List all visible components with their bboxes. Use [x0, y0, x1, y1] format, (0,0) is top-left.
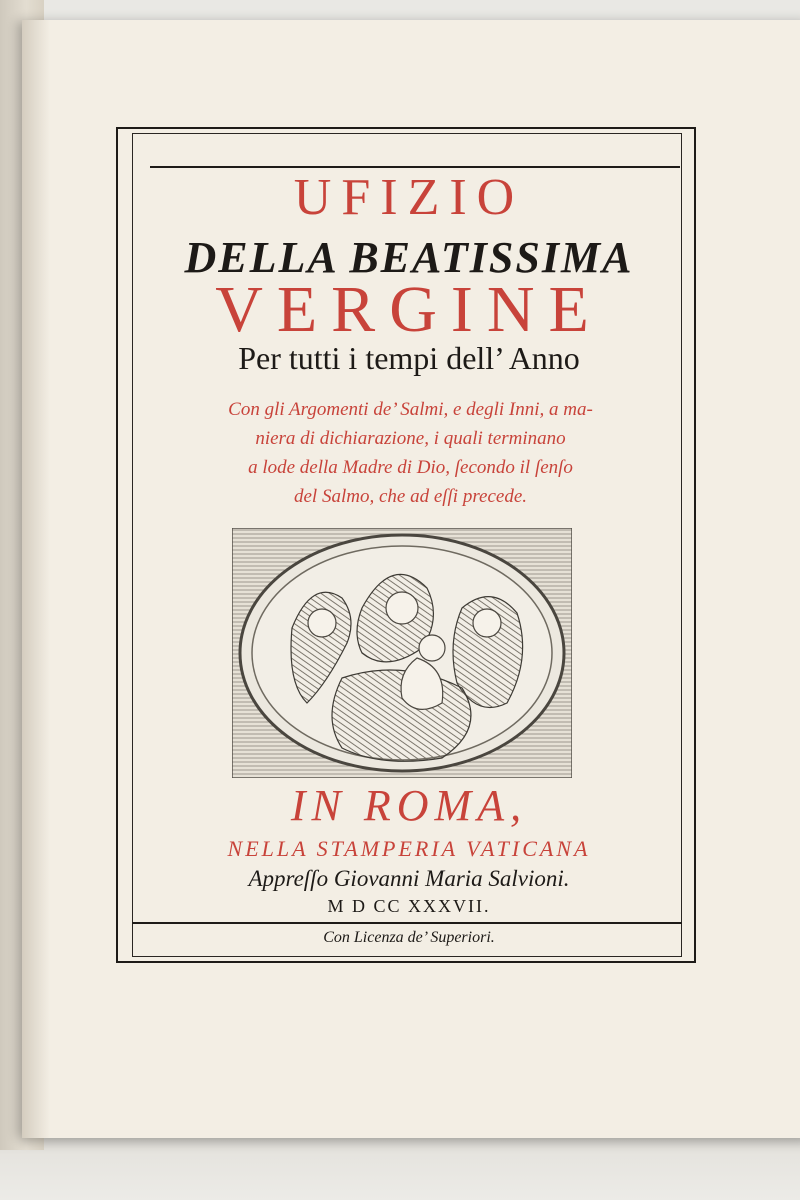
description-line: niera di dichiarazione, i quali terminano: [255, 428, 566, 449]
imprint-place: IN ROMA,: [290, 781, 528, 830]
page-gutter-shadow: [22, 20, 50, 1138]
description-line: Con gli Argomenti de’ Salmi, e degli Inni, a ma-: [228, 399, 593, 420]
title-line-3: VERGINE: [215, 273, 603, 346]
description-block: [143, 395, 678, 511]
bottom-rule: [132, 922, 682, 924]
imprint-printer: NELLA STAMPERIA VATICANA: [227, 836, 591, 861]
description-line: a lode della Madre di Dio, ſecondo il ſenſo: [248, 457, 573, 478]
description-line: del Salmo, che ad eſſi precede.: [293, 486, 528, 507]
holy-family-engraving: [232, 528, 572, 778]
title-line-1: UFIZIO: [293, 169, 525, 226]
imprint-agent: Appreſſo Giovanni Maria Salvioni.: [248, 866, 570, 891]
subtitle: Per tutti i tempi dell’ Anno: [238, 340, 580, 376]
title-line-2: DELLA BEATISSIMA: [184, 233, 634, 282]
license-note: Con Licenza de’ Superiori.: [323, 929, 495, 946]
engraving-illustration: [232, 528, 572, 778]
imprint-year: M D CC XXXVII.: [327, 896, 491, 916]
